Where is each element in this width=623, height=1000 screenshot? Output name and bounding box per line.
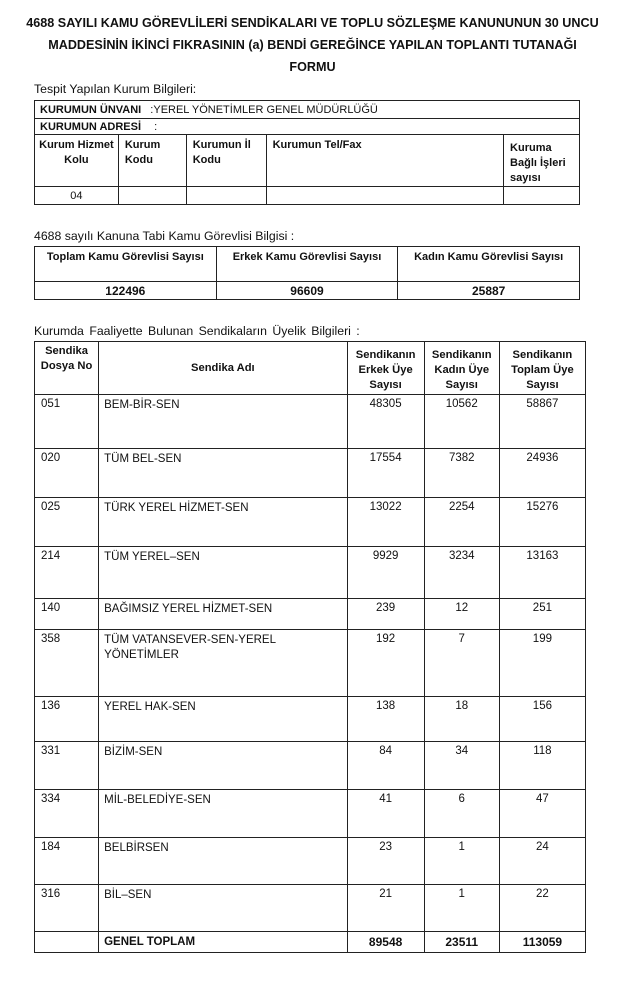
union-female-count: 7382 [424, 449, 499, 498]
union-male-count: 41 [347, 790, 424, 838]
union-total-count: 118 [499, 742, 585, 790]
total-label: GENEL TOPLAM [99, 932, 347, 953]
union-male-count: 21 [347, 885, 424, 932]
institution-address-cell [35, 119, 580, 135]
institution-name-label: KURUMUN ÜNVANI [40, 103, 142, 116]
union-male-count: 9929 [347, 547, 424, 599]
union-female-count: 10562 [424, 395, 499, 449]
union-female-count: 1 [424, 838, 499, 885]
union-file-no: 136 [35, 697, 99, 742]
unions-header-name: Sendika Adı [99, 342, 347, 395]
table-row [35, 697, 586, 742]
total-empty-cell [35, 932, 99, 953]
table-row [35, 838, 586, 885]
table-row [35, 790, 586, 838]
institution-name-cell [35, 101, 580, 119]
union-name: YEREL HAK-SEN [99, 697, 347, 742]
union-name: BİL–SEN [99, 885, 347, 932]
union-total-count: 22 [499, 885, 585, 932]
union-female-count: 34 [424, 742, 499, 790]
unions-header-file-no: Sendika Dosya No [35, 342, 99, 395]
value-institution-code [118, 187, 186, 205]
unions-section-label: Kurumda Faaliyette Bulunan Sendikaların Üyelik Bilgileri : [34, 324, 360, 338]
table-row [35, 630, 586, 697]
union-file-no: 025 [35, 498, 99, 547]
officials-table [34, 246, 580, 300]
officials-header-male: Erkek Kamu Görevlisi Sayısı [216, 247, 398, 282]
total-row [35, 932, 586, 953]
union-female-count: 6 [424, 790, 499, 838]
union-male-count: 13022 [347, 498, 424, 547]
union-name: BELBİRSEN [99, 838, 347, 885]
union-total-count: 156 [499, 697, 585, 742]
officials-header-female: Kadın Kamu Görevlisi Sayısı [398, 247, 580, 282]
total-male-count: 89548 [347, 932, 424, 953]
union-file-no: 184 [35, 838, 99, 885]
union-female-count: 12 [424, 599, 499, 630]
value-affiliated-units [504, 187, 580, 205]
table-row [35, 395, 586, 449]
union-file-no: 358 [35, 630, 99, 697]
union-name: TÜM VATANSEVER-SEN-YEREL YÖNETİMLER [99, 630, 347, 697]
union-male-count: 192 [347, 630, 424, 697]
title-line-1: 4688 SAYILI KAMU GÖREVLİLERİ SENDİKALARI VE TOPLU SÖZLEŞME KANUNUNUN 30 UNCU [26, 16, 599, 30]
union-male-count: 17554 [347, 449, 424, 498]
table-row [35, 885, 586, 932]
union-female-count: 18 [424, 697, 499, 742]
union-name: BAĞIMSIZ YEREL HİZMET-SEN [99, 599, 347, 630]
institution-name-value: :YEREL YÖNETİMLER GENEL MÜDÜRLÜĞÜ [150, 103, 378, 116]
union-total-count: 199 [499, 630, 585, 697]
union-file-no: 051 [35, 395, 99, 449]
table-row [35, 498, 586, 547]
officials-male-value: 96609 [216, 282, 398, 300]
union-file-no: 140 [35, 599, 99, 630]
col-header-province-code: Kurumun İl Kodu [186, 135, 266, 187]
union-file-no: 020 [35, 449, 99, 498]
union-male-count: 48305 [347, 395, 424, 449]
union-female-count: 1 [424, 885, 499, 932]
table-row [35, 599, 586, 630]
union-name: TÜM YEREL–SEN [99, 547, 347, 599]
table-row [35, 547, 586, 599]
table-row [35, 449, 586, 498]
officials-header-total: Toplam Kamu Görevlisi Sayısı [35, 247, 217, 282]
unions-header-female: Sendikanın Kadın Üye Sayısı [424, 342, 499, 395]
unions-table [34, 341, 586, 953]
union-total-count: 47 [499, 790, 585, 838]
union-file-no: 316 [35, 885, 99, 932]
union-name: TÜRK YEREL HİZMET-SEN [99, 498, 347, 547]
form-title [20, 12, 605, 78]
union-female-count: 7 [424, 630, 499, 697]
unions-header-male: Sendikanın Erkek Üye Sayısı [347, 342, 424, 395]
table-row [35, 742, 586, 790]
officials-female-value: 25887 [398, 282, 580, 300]
union-male-count: 23 [347, 838, 424, 885]
union-total-count: 58867 [499, 395, 585, 449]
union-file-no: 331 [35, 742, 99, 790]
col-header-institution-code: Kurum Kodu [118, 135, 186, 187]
union-file-no: 214 [35, 547, 99, 599]
value-service-branch: 04 [35, 187, 119, 205]
union-total-count: 24 [499, 838, 585, 885]
union-total-count: 15276 [499, 498, 585, 547]
union-male-count: 138 [347, 697, 424, 742]
union-name: MİL-BELEDİYE-SEN [99, 790, 347, 838]
officials-total-value: 122496 [35, 282, 217, 300]
union-name: BİZİM-SEN [99, 742, 347, 790]
col-header-tel-fax: Kurumun Tel/Fax [266, 135, 503, 187]
institution-address-value: : [154, 120, 158, 133]
officials-section-label: 4688 sayılı Kanuna Tabi Kamu Görevlisi Bilgisi : [34, 229, 295, 243]
title-line-2: MADDESİNİN İKİNCİ FIKRASININ (a) BENDİ GEREĞİNCE YAPILAN TOPLANTI TUTANAĞI [48, 38, 577, 52]
union-female-count: 3234 [424, 547, 499, 599]
union-female-count: 2254 [424, 498, 499, 547]
union-total-count: 251 [499, 599, 585, 630]
unions-header-total: Sendikanın Toplam Üye Sayısı [499, 342, 585, 395]
union-male-count: 84 [347, 742, 424, 790]
union-male-count: 239 [347, 599, 424, 630]
union-name: TÜM BEL-SEN [99, 449, 347, 498]
title-line-3: FORMU [289, 60, 336, 74]
total-female-count: 23511 [424, 932, 499, 953]
col-header-service-branch: Kurum Hizmet Kolu [35, 135, 119, 187]
union-file-no: 334 [35, 790, 99, 838]
col-header-affiliated-units: Kuruma Bağlı İşleri sayısı [504, 135, 580, 187]
union-name: BEM-BİR-SEN [99, 395, 347, 449]
value-tel-fax [266, 187, 503, 205]
value-province-code [186, 187, 266, 205]
total-total-count: 113059 [499, 932, 585, 953]
union-total-count: 24936 [499, 449, 585, 498]
institution-table [34, 100, 580, 205]
institution-section-label: Tespit Yapılan Kurum Bilgileri: [34, 82, 197, 96]
union-total-count: 13163 [499, 547, 585, 599]
institution-address-label: KURUMUN ADRESİ [40, 120, 142, 133]
